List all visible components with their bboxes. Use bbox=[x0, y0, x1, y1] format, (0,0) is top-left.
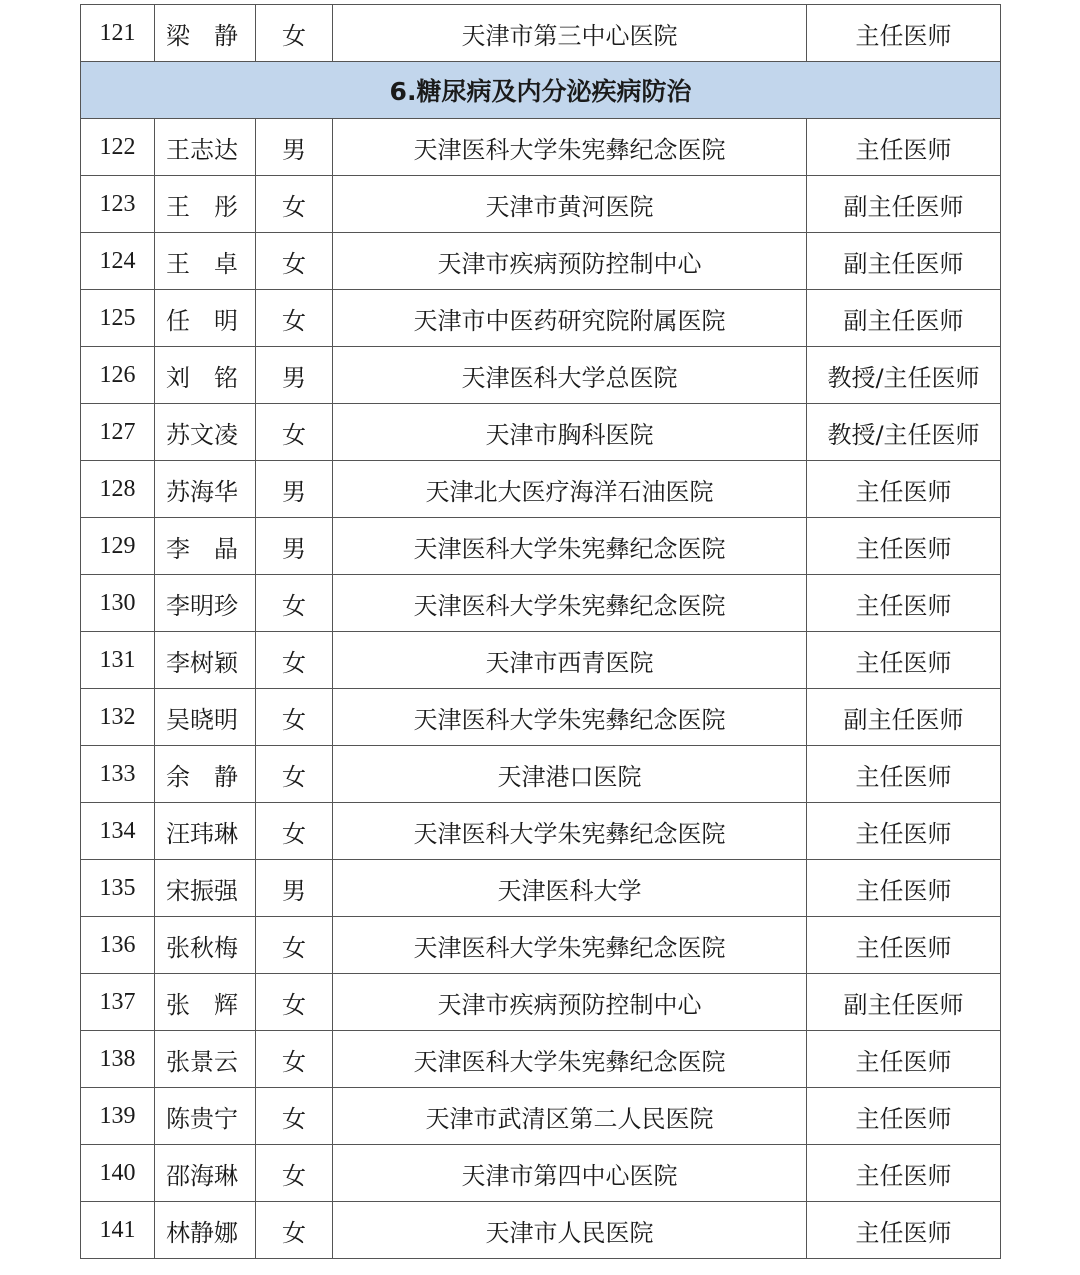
expert-name: 张景云 bbox=[155, 1031, 256, 1088]
expert-name: 李树颖 bbox=[155, 632, 256, 689]
expert-gender: 女 bbox=[256, 917, 333, 974]
expert-hospital: 天津市疾病预防控制中心 bbox=[333, 974, 807, 1031]
expert-gender: 女 bbox=[256, 176, 333, 233]
expert-title: 主任医师 bbox=[807, 461, 1001, 518]
section-title: 6.糖尿病及内分泌疾病防治 bbox=[81, 62, 1001, 119]
table-row bbox=[81, 917, 1001, 974]
expert-title: 主任医师 bbox=[807, 746, 1001, 803]
row-number: 125 bbox=[81, 290, 155, 347]
expert-name: 苏文凌 bbox=[155, 404, 256, 461]
table-row bbox=[81, 746, 1001, 803]
expert-title: 主任医师 bbox=[807, 5, 1001, 62]
expert-title: 主任医师 bbox=[807, 917, 1001, 974]
row-number: 129 bbox=[81, 518, 155, 575]
expert-hospital: 天津市第四中心医院 bbox=[333, 1145, 807, 1202]
table-row bbox=[81, 461, 1001, 518]
expert-name: 王志达 bbox=[155, 119, 256, 176]
expert-gender: 女 bbox=[256, 404, 333, 461]
expert-gender: 女 bbox=[256, 5, 333, 62]
expert-name: 梁 静 bbox=[155, 5, 256, 62]
expert-gender: 女 bbox=[256, 1145, 333, 1202]
row-number: 137 bbox=[81, 974, 155, 1031]
expert-name: 邵海琳 bbox=[155, 1145, 256, 1202]
expert-title: 主任医师 bbox=[807, 518, 1001, 575]
row-number: 126 bbox=[81, 347, 155, 404]
section-header-row bbox=[81, 62, 1001, 119]
expert-hospital: 天津市胸科医院 bbox=[333, 404, 807, 461]
row-number: 127 bbox=[81, 404, 155, 461]
row-number: 130 bbox=[81, 575, 155, 632]
expert-hospital: 天津市西青医院 bbox=[333, 632, 807, 689]
row-number: 128 bbox=[81, 461, 155, 518]
expert-name: 余 静 bbox=[155, 746, 256, 803]
expert-gender: 女 bbox=[256, 746, 333, 803]
expert-name: 王 卓 bbox=[155, 233, 256, 290]
expert-title: 主任医师 bbox=[807, 1031, 1001, 1088]
expert-hospital: 天津医科大学朱宪彝纪念医院 bbox=[333, 689, 807, 746]
expert-hospital: 天津市人民医院 bbox=[333, 1202, 807, 1259]
expert-gender: 女 bbox=[256, 1202, 333, 1259]
expert-hospital: 天津医科大学朱宪彝纪念医院 bbox=[333, 119, 807, 176]
row-number: 124 bbox=[81, 233, 155, 290]
table-row bbox=[81, 119, 1001, 176]
row-number: 141 bbox=[81, 1202, 155, 1259]
expert-name: 李明珍 bbox=[155, 575, 256, 632]
expert-hospital: 天津医科大学总医院 bbox=[333, 347, 807, 404]
table-row bbox=[81, 860, 1001, 917]
expert-title: 副主任医师 bbox=[807, 233, 1001, 290]
expert-gender: 男 bbox=[256, 518, 333, 575]
expert-gender: 女 bbox=[256, 1088, 333, 1145]
expert-gender: 女 bbox=[256, 974, 333, 1031]
expert-title: 主任医师 bbox=[807, 575, 1001, 632]
expert-hospital: 天津医科大学朱宪彝纪念医院 bbox=[333, 575, 807, 632]
expert-hospital: 天津医科大学朱宪彝纪念医院 bbox=[333, 917, 807, 974]
table-row bbox=[81, 176, 1001, 233]
expert-title: 主任医师 bbox=[807, 803, 1001, 860]
table-row bbox=[81, 518, 1001, 575]
expert-hospital: 天津医科大学朱宪彝纪念医院 bbox=[333, 1031, 807, 1088]
expert-gender: 女 bbox=[256, 290, 333, 347]
row-number: 122 bbox=[81, 119, 155, 176]
expert-name: 陈贵宁 bbox=[155, 1088, 256, 1145]
expert-title: 主任医师 bbox=[807, 1145, 1001, 1202]
expert-title: 教授/主任医师 bbox=[807, 347, 1001, 404]
row-number: 123 bbox=[81, 176, 155, 233]
row-number: 136 bbox=[81, 917, 155, 974]
expert-name: 宋振强 bbox=[155, 860, 256, 917]
expert-title: 主任医师 bbox=[807, 1202, 1001, 1259]
expert-name: 任 明 bbox=[155, 290, 256, 347]
row-number: 134 bbox=[81, 803, 155, 860]
expert-gender: 女 bbox=[256, 803, 333, 860]
table-row bbox=[81, 1145, 1001, 1202]
expert-name: 李 晶 bbox=[155, 518, 256, 575]
expert-title: 教授/主任医师 bbox=[807, 404, 1001, 461]
expert-gender: 男 bbox=[256, 347, 333, 404]
roster-body bbox=[81, 5, 1001, 1259]
expert-name: 张秋梅 bbox=[155, 917, 256, 974]
expert-gender: 女 bbox=[256, 575, 333, 632]
expert-name: 林静娜 bbox=[155, 1202, 256, 1259]
expert-name: 张 辉 bbox=[155, 974, 256, 1031]
expert-hospital: 天津医科大学朱宪彝纪念医院 bbox=[333, 803, 807, 860]
expert-name: 汪玮琳 bbox=[155, 803, 256, 860]
expert-gender: 男 bbox=[256, 860, 333, 917]
row-number: 132 bbox=[81, 689, 155, 746]
expert-hospital: 天津北大医疗海洋石油医院 bbox=[333, 461, 807, 518]
table-row bbox=[81, 347, 1001, 404]
expert-title: 副主任医师 bbox=[807, 290, 1001, 347]
expert-title: 副主任医师 bbox=[807, 974, 1001, 1031]
row-number: 133 bbox=[81, 746, 155, 803]
expert-gender: 男 bbox=[256, 119, 333, 176]
expert-name: 刘 铭 bbox=[155, 347, 256, 404]
expert-name: 吴晓明 bbox=[155, 689, 256, 746]
table-row bbox=[81, 1202, 1001, 1259]
table-row bbox=[81, 632, 1001, 689]
expert-gender: 女 bbox=[256, 632, 333, 689]
expert-title: 主任医师 bbox=[807, 119, 1001, 176]
row-number: 121 bbox=[81, 5, 155, 62]
expert-gender: 女 bbox=[256, 1031, 333, 1088]
table-row bbox=[81, 233, 1001, 290]
expert-title: 主任医师 bbox=[807, 1088, 1001, 1145]
row-number: 131 bbox=[81, 632, 155, 689]
expert-roster-table bbox=[80, 4, 1001, 1259]
expert-hospital: 天津医科大学朱宪彝纪念医院 bbox=[333, 518, 807, 575]
expert-title: 主任医师 bbox=[807, 860, 1001, 917]
expert-hospital: 天津市疾病预防控制中心 bbox=[333, 233, 807, 290]
expert-hospital: 天津市黄河医院 bbox=[333, 176, 807, 233]
expert-gender: 女 bbox=[256, 689, 333, 746]
expert-title: 副主任医师 bbox=[807, 176, 1001, 233]
expert-hospital: 天津市中医药研究院附属医院 bbox=[333, 290, 807, 347]
expert-hospital: 天津市第三中心医院 bbox=[333, 5, 807, 62]
table-row bbox=[81, 974, 1001, 1031]
table-row bbox=[81, 803, 1001, 860]
expert-hospital: 天津医科大学 bbox=[333, 860, 807, 917]
expert-name: 王 彤 bbox=[155, 176, 256, 233]
expert-hospital: 天津港口医院 bbox=[333, 746, 807, 803]
row-number: 138 bbox=[81, 1031, 155, 1088]
expert-title: 主任医师 bbox=[807, 632, 1001, 689]
table-row bbox=[81, 290, 1001, 347]
table-row bbox=[81, 5, 1001, 62]
table-row bbox=[81, 689, 1001, 746]
expert-hospital: 天津市武清区第二人民医院 bbox=[333, 1088, 807, 1145]
expert-title: 副主任医师 bbox=[807, 689, 1001, 746]
table-row bbox=[81, 575, 1001, 632]
table-row bbox=[81, 1031, 1001, 1088]
table-row bbox=[81, 404, 1001, 461]
row-number: 139 bbox=[81, 1088, 155, 1145]
expert-gender: 男 bbox=[256, 461, 333, 518]
expert-gender: 女 bbox=[256, 233, 333, 290]
row-number: 135 bbox=[81, 860, 155, 917]
expert-name: 苏海华 bbox=[155, 461, 256, 518]
table-row bbox=[81, 1088, 1001, 1145]
row-number: 140 bbox=[81, 1145, 155, 1202]
